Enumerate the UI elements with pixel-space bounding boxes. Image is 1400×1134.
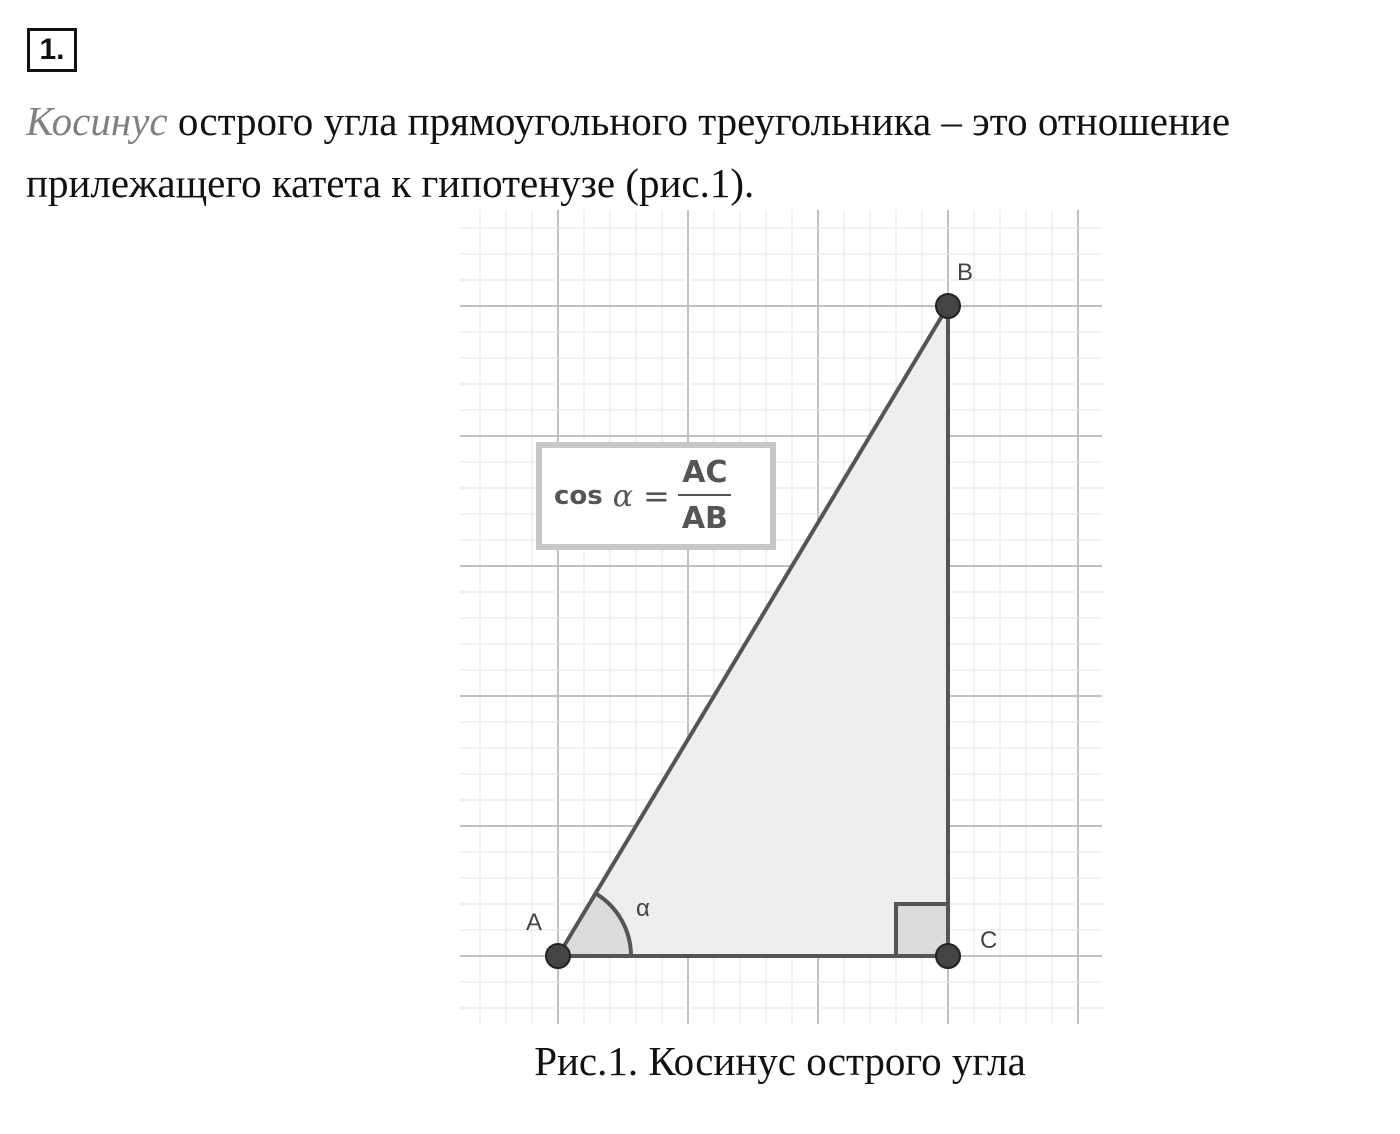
label-b: B bbox=[957, 259, 974, 286]
formula-fraction bbox=[678, 454, 732, 538]
definition-term: Косинус bbox=[26, 98, 168, 144]
point-c bbox=[936, 944, 960, 968]
formula-numerator: AC bbox=[678, 454, 731, 496]
formula-denominator: AB bbox=[681, 501, 728, 536]
label-alpha: α bbox=[636, 895, 650, 922]
label-c: C bbox=[980, 927, 998, 954]
problem-number: 1. bbox=[27, 28, 77, 72]
formula-equals: = bbox=[643, 477, 670, 515]
formula-func: cos bbox=[554, 481, 603, 511]
formula-variable: α bbox=[612, 478, 634, 514]
triangle-diagram bbox=[460, 210, 1102, 1028]
definition-paragraph bbox=[26, 90, 1386, 214]
triangle-figure bbox=[460, 210, 1102, 1028]
point-a bbox=[546, 944, 570, 968]
cosine-formula bbox=[536, 442, 776, 550]
definition-text: острого угла прямоугольного треугольника – это отношение прилежащего катета к гипотенузе (рис.1). bbox=[26, 98, 1231, 206]
label-a: A bbox=[526, 909, 543, 936]
figure-caption: Рис.1. Косинус острого угла bbox=[534, 1038, 1026, 1084]
point-b bbox=[936, 294, 960, 318]
